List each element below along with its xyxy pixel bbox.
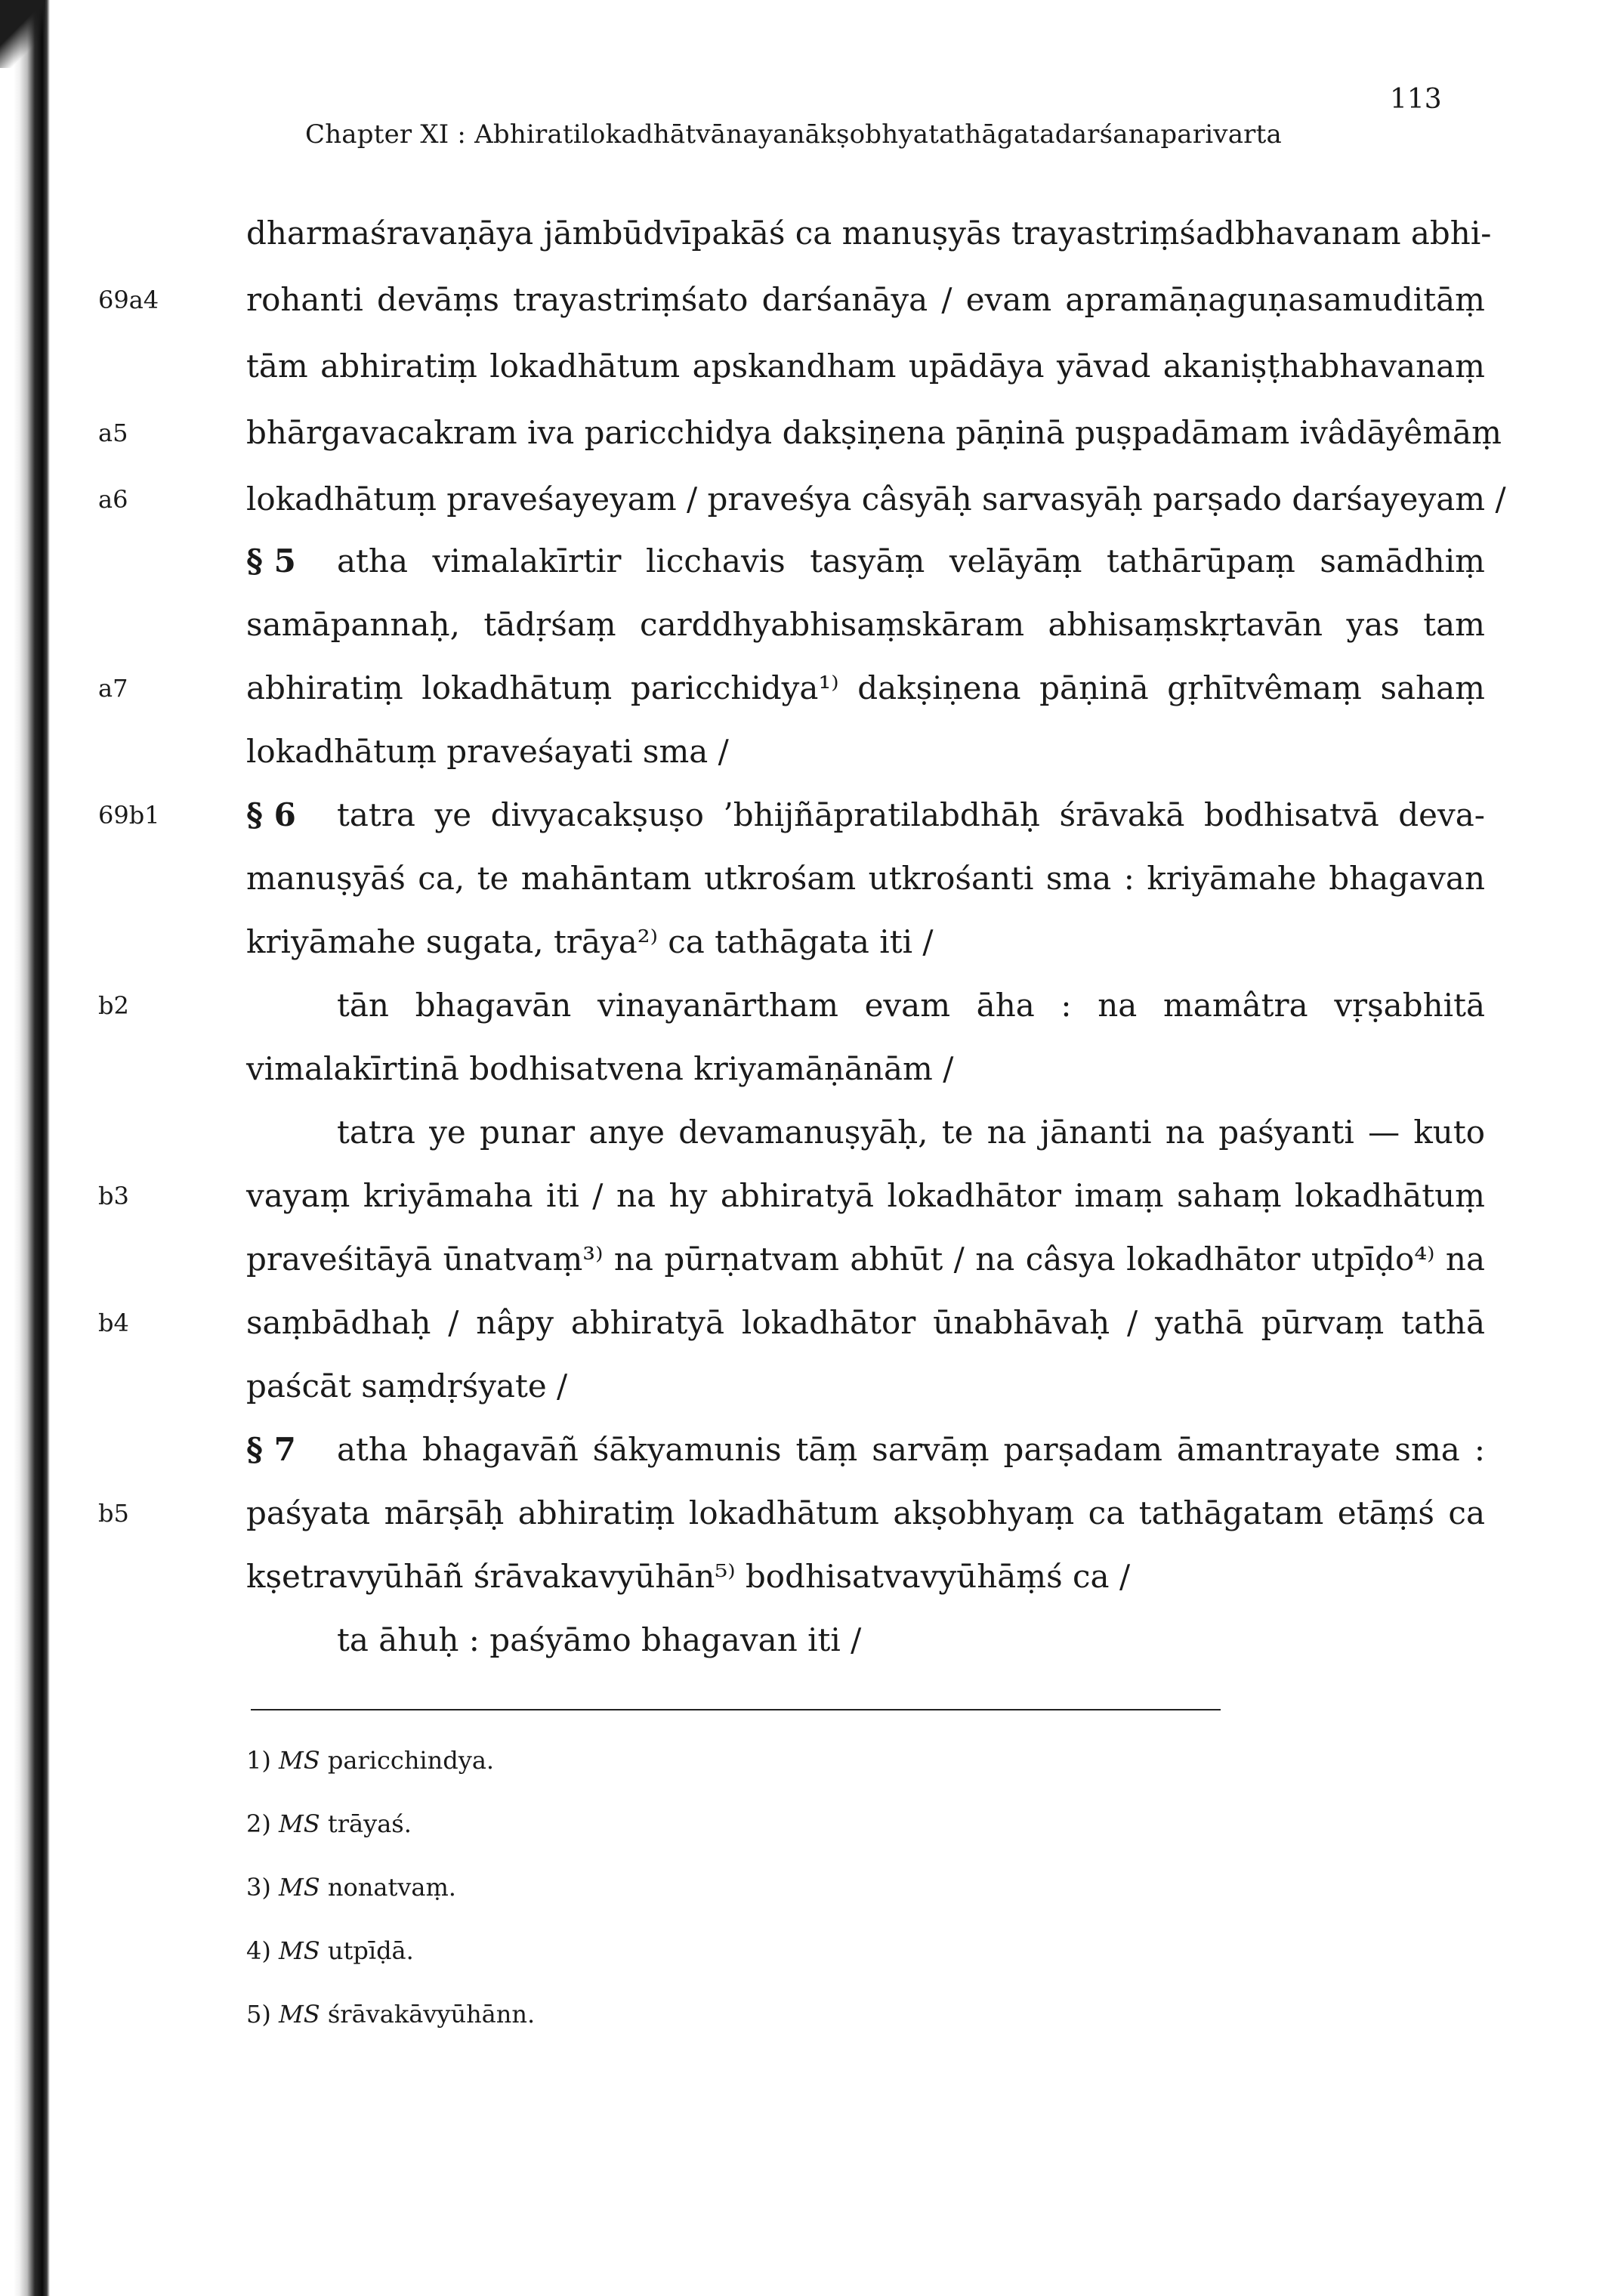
section-number: § 7 (246, 1431, 296, 1468)
margin-ref: b3 (98, 1182, 129, 1210)
text-line: rohanti devāṃs trayastriṃśato darśanāya / evam apramāṇaguṇasamuditāṃ (246, 281, 1485, 318)
margin-ref: b5 (98, 1499, 129, 1528)
footnote-rule (251, 1709, 1221, 1710)
text-line: atha vimalakīrtir licchavis tasyāṃ velāyāṃ tathārūpaṃ samādhiṃ (337, 542, 1485, 579)
text-line: praveśitāyā ūnatvaṃ³⁾ na pūrṇatvam abhūt / na câsya lokadhātor utpīḍo⁴⁾ na (246, 1241, 1485, 1278)
text-line: paśyata mārṣāḥ abhiratiṃ lokadhātum akṣobhyaṃ ca tathāgatam etāṃś ca (246, 1494, 1485, 1531)
footnote: 1) MS paricchindya. (246, 1746, 495, 1775)
margin-ref: 69a4 (98, 286, 159, 314)
text-line: saṃbādhaḥ / nâpy abhiratyā lokadhātor ūnabhāvaḥ / yathā pūrvaṃ tathā (246, 1304, 1485, 1341)
text-line: ta āhuḥ : paśyāmo bhagavan iti / (337, 1621, 862, 1658)
running-head: Chapter XI : Abhiratilokadhātvānayanākṣobhyatathāgatadarśanaparivarta (305, 119, 1282, 150)
text-line: vimalakīrtinā bodhisatvena kriyamāṇānām / (246, 1050, 954, 1087)
margin-ref: a5 (98, 419, 128, 447)
margin-ref: a7 (98, 674, 128, 703)
text-line: vayaṃ kriyāmaha iti / na hy abhiratyā lokadhātor imaṃ sahaṃ lokadhātuṃ (246, 1177, 1485, 1214)
text-line: bhārgavacakram iva paricchidya dakṣiṇena pāṇinā puṣpadāmam ivâdāyêmāṃ (246, 414, 1502, 451)
book-binding-edge (0, 0, 50, 2296)
section-number: § 6 (246, 796, 296, 833)
footnote: 3) MS nonatvaṃ. (246, 1873, 456, 1902)
text-line: lokadhātuṃ praveśayati sma / (246, 733, 729, 770)
binding-shadow (0, 0, 45, 68)
footnote: 4) MS utpīḍā. (246, 1936, 414, 1965)
text-line: manuṣyāś ca, te mahāntam utkrośam utkrośanti sma : kriyāmahe bhagavan (246, 860, 1485, 897)
margin-ref: 69b1 (98, 801, 160, 830)
page-number: 113 (1390, 84, 1442, 115)
text-line: abhiratiṃ lokadhātuṃ paricchidya¹⁾ dakṣiṇena pāṇinā gṛhītvêmaṃ sahaṃ (246, 669, 1485, 706)
text-line: paścāt saṃdṛśyate / (246, 1367, 568, 1404)
section-number: § 5 (246, 542, 296, 579)
text-line: tatra ye punar anye devamanuṣyāḥ, te na jānanti na paśyanti — kuto (337, 1114, 1485, 1151)
text-line: kriyāmahe sugata, trāya²⁾ ca tathāgata iti / (246, 923, 934, 960)
text-line: atha bhagavāñ śākyamunis tāṃ sarvāṃ parṣadam āmantrayate sma : (337, 1431, 1485, 1468)
text-line: tān bhagavān vinayanārtham evam āha : na mamâtra vṛṣabhitā (337, 987, 1485, 1024)
text-line: tām abhiratiṃ lokadhātum apskandham upādāya yāvad akaniṣṭhabhavanaṃ (246, 348, 1485, 385)
text-line: tatra ye divyacakṣuṣo ’bhijñāpratilabdhāḥ śrāvakā bodhisatvā deva- (337, 796, 1485, 833)
margin-ref: b2 (98, 991, 129, 1020)
text-line: lokadhātuṃ praveśayeyam / praveśya câsyāḥ sarvasyāḥ parṣado darśayeyam / (246, 481, 1506, 518)
footnote: 2) MS trāyaś. (246, 1809, 412, 1838)
text-line: dharmaśravaṇāya jāmbūdvīpakāś ca manuṣyās trayastriṃśadbhavanam abhi- (246, 215, 1492, 252)
margin-ref: a6 (98, 485, 128, 514)
footnote: 5) MS śrāvakāvyūhānn. (246, 2000, 536, 2029)
text-line: samāpannaḥ, tādṛśaṃ carddhyabhisaṃskāram abhisaṃskṛtavān yas tam (246, 606, 1485, 643)
margin-ref: b4 (98, 1309, 129, 1337)
text-line: kṣetravyūhāñ śrāvakavyūhān⁵⁾ bodhisatvavyūhāṃś ca / (246, 1558, 1131, 1595)
